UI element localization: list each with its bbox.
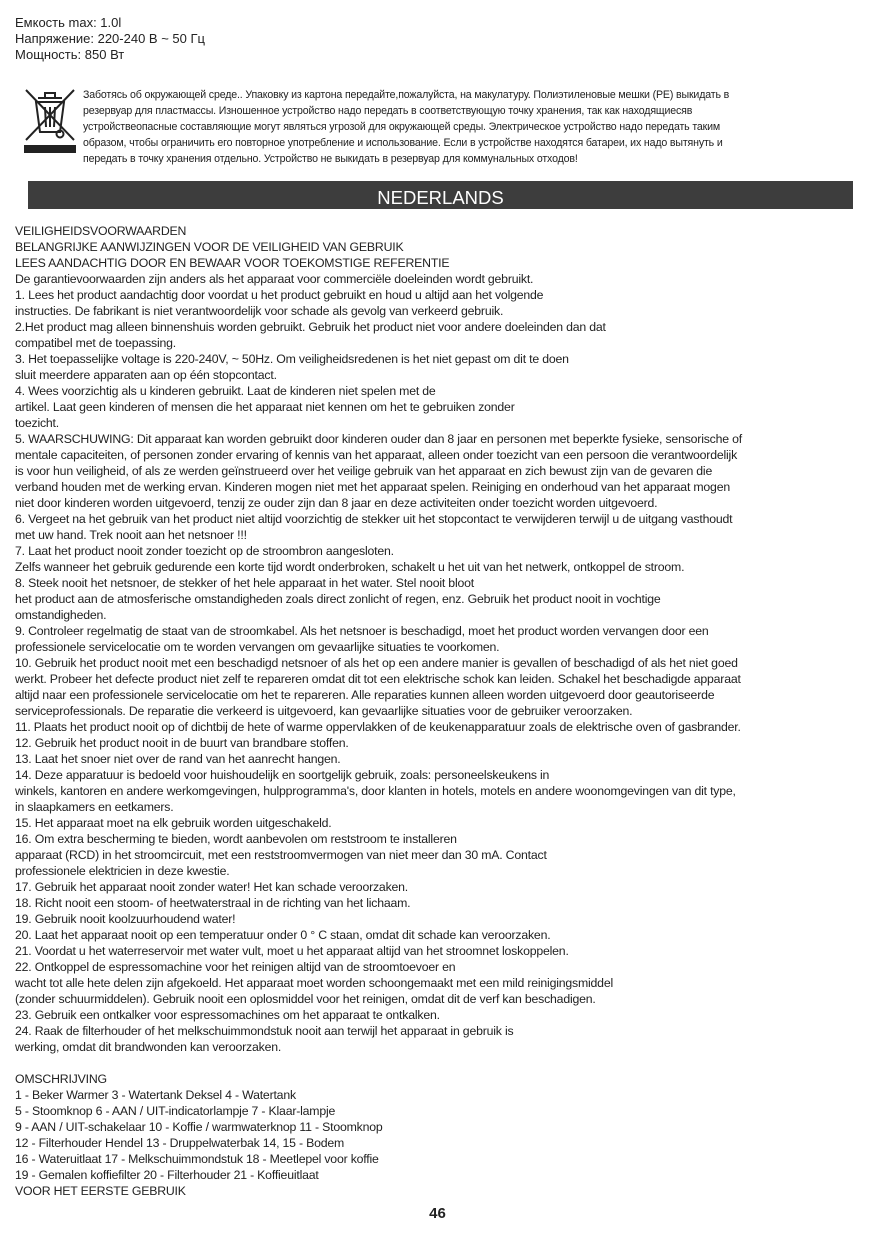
body-line: 12. Gebruik het product nooit in de buurt van brandbare stoffen. xyxy=(15,736,349,750)
environment-line: устройствеопасные составляющие могут являться угрозой для окружающей среды. Электрическое устройство надо передать таким xyxy=(83,121,721,133)
body-line: 9. Controleer regelmatig de staat van de stroomkabel. Als het netsnoer is beschadigd, moet het product worden vervangen door een xyxy=(15,624,709,638)
body-line: 18. Richt nooit een stoom- of heetwaterstraal in de richting van het lichaam. xyxy=(15,896,411,910)
body-line: apparaat (RCD) in het stroomcircuit, met een reststroomvermogen van niet meer dan 30 mA. Contact xyxy=(15,848,547,862)
body-line: 2.Het product mag alleen binnenshuis worden gebruikt. Gebruik het product niet voor andere doeleinden dan dat xyxy=(15,320,606,334)
body-line: 15. Het apparaat moet na elk gebruik worden uitgeschakeld. xyxy=(15,816,332,830)
body-line: 4. Wees voorzichtig als u kinderen gebruikt. Laat de kinderen niet spelen met de xyxy=(15,384,436,398)
body-line: 12 - Filterhouder Hendel 13 - Druppelwaterbak 14, 15 - Bodem xyxy=(15,1136,345,1150)
body-line: in slaapkamers en eetkamers. xyxy=(15,800,174,814)
spec-power: Мощность: 850 Вт xyxy=(15,47,125,62)
body-line: 19. Gebruik nooit koolzuurhoudend water! xyxy=(15,912,236,926)
body-line: niet door kinderen worden uitgevoerd, tenzij ze ouder zijn dan 8 jaar en deze activiteiten onder toezicht worden uitgevoerd. xyxy=(15,496,658,510)
body-line: 1. Lees het product aandachtig door voordat u het product gebruikt en houd u altijd aan het volgende xyxy=(15,288,544,302)
environment-text xyxy=(83,87,843,167)
page-number: 46 xyxy=(429,1205,446,1222)
environment-line: Заботясь об окружающей среде.. Упаковку из картона передайте,пожалуйста, на макулатуру. Полиэтиленовые мешки (PE) выкидать в xyxy=(83,89,730,101)
body-line: VEILIGHEIDSVOORWAARDEN xyxy=(15,224,187,238)
body-line: met uw hand. Trek nooit aan het netsnoer !!! xyxy=(15,528,247,542)
body-line: 21. Voordat u het waterreservoir met water vult, moet u het apparaat altijd van het stroomnet loskoppelen. xyxy=(15,944,569,958)
body-line: 5. WAARSCHUWING: Dit apparaat kan worden gebruikt door kinderen ouder dan 8 jaar en personen met beperkte fysieke, sensorische of xyxy=(15,432,742,446)
safety-instructions xyxy=(15,223,860,1199)
body-line: serviceprofessionals. De reparatie die verkeerd is uitgevoerd, kan gevaarlijke situaties voor de gebruiker veroorzaken. xyxy=(15,704,633,718)
body-line: sluit meerdere apparaten aan op één stopcontact. xyxy=(15,368,277,382)
body-line: LEES AANDACHTIG DOOR EN BEWAAR VOOR TOEKOMSTIGE REFERENTIE xyxy=(15,256,450,270)
body-line: VOOR HET EERSTE GEBRUIK xyxy=(15,1184,186,1198)
body-line: 10. Gebruik het product nooit met een beschadigd netsnoer of als het op een andere manier is gevallen of beschadigd of als het niet goed xyxy=(15,656,738,670)
body-line: 1 - Beker Warmer 3 - Watertank Deksel 4 - Watertank xyxy=(15,1088,296,1102)
body-line: OMSCHRIJVING xyxy=(15,1072,107,1086)
body-line: instructies. De fabrikant is niet verantwoordelijk voor schade als gevolg van verkeerd gebruik. xyxy=(15,304,504,318)
spec-voltage: Напряжение: 220-240 В ~ 50 Гц xyxy=(15,31,205,46)
body-line: 14. Deze apparatuur is bedoeld voor huishoudelijk en soortgelijk gebruik, zoals: personeelskeukens in xyxy=(15,768,550,782)
environment-line: резервуар для пластмассы. Изношенное устройство надо передать в соответствующую точку хранения, так как находящиесяв xyxy=(83,105,693,117)
spec-capacity: Емкость max: 1.0l xyxy=(15,15,122,30)
body-line: werkt. Probeer het defecte product niet zelf te repareren omdat dit tot een elektrische schok kan leiden. Schakel het beschadigde apparaat xyxy=(15,672,741,686)
body-line: 19 - Gemalen koffiefilter 20 - Filterhouder 21 - Koffieuitlaat xyxy=(15,1168,319,1182)
body-line: omstandigheden. xyxy=(15,608,107,622)
body-line: 16. Om extra bescherming te bieden, wordt aanbevolen om reststroom te installeren xyxy=(15,832,457,846)
body-line: 16 - Wateruitlaat 17 - Melkschuimmondstuk 18 - Meetlepel voor koffie xyxy=(15,1152,379,1166)
body-line: toezicht. xyxy=(15,416,59,430)
body-line: compatibel met de toepassing. xyxy=(15,336,176,350)
body-line: 13. Laat het snoer niet over de rand van het aanrecht hangen. xyxy=(15,752,341,766)
body-line: 24. Raak de filterhouder of het melkschuimmondstuk nooit aan terwijl het apparaat in gebruik is xyxy=(15,1024,514,1038)
body-line: wacht tot alle hete delen zijn afgekoeld. Het apparaat moet worden schoongemaakt met een mild reinigingsmiddel xyxy=(15,976,613,990)
body-line: altijd naar een professionele servicelocatie om het te repareren. Alle reparaties kunnen alleen worden uitgevoerd door geautoriseerde xyxy=(15,688,715,702)
blank-line xyxy=(15,1055,860,1071)
body-line: professionele servicelocatie om te worden vervangen om gevaarlijke situaties te voorkomen. xyxy=(15,640,500,654)
body-line: 17. Gebruik het apparaat nooit zonder water! Het kan schade veroorzaken. xyxy=(15,880,409,894)
crossed-out-wheelie-bin-icon xyxy=(22,88,78,154)
body-line: is voor hun veiligheid, of als ze werden geïnstrueerd over het veilige gebruik van het apparaat en zich bewust zijn van de gevaren die xyxy=(15,464,713,478)
body-line: 22. Ontkoppel de espressomachine voor het reinigen altijd van de stroomtoevoer en xyxy=(15,960,456,974)
body-line: Zelfs wanneer het gebruik gedurende een korte tijd wordt onderbroken, schakelt u het uit van het netwerk, ontkoppel de stroom. xyxy=(15,560,685,574)
environment-line: образом, чтобы ограничить его повторное употребление и использование. Если в устройстве находятся батареи, их надо вытянуть и xyxy=(83,137,723,149)
body-line: 9 - AAN / UIT-schakelaar 10 - Koffie / warmwaterknop 11 - Stoomknop xyxy=(15,1120,383,1134)
body-line: 6. Vergeet na het gebruik van het product niet altijd voorzichtig de stekker uit het stopcontact te verwijderen terwijl u de uitgang vasthoudt xyxy=(15,512,733,526)
body-line: BELANGRIJKE AANWIJZINGEN VOOR DE VEILIGHEID VAN GEBRUIK xyxy=(15,240,404,254)
body-line: 5 - Stoomknop 6 - AAN / UIT-indicatorlampje 7 - Klaar-lampje xyxy=(15,1104,336,1118)
body-line: het product aan de atmosferische omstandigheden zoals direct zonlicht of regen, enz. Gebruik het product nooit in vochtige xyxy=(15,592,661,606)
body-line: 11. Plaats het product nooit op of dichtbij de hete of warme oppervlakken of de keukenapparatuur zoals de elektrische oven of gasbrander. xyxy=(15,720,741,734)
body-line: 23. Gebruik een ontkalker voor espressomachines om het apparaat te ontkalken. xyxy=(15,1008,440,1022)
body-line: (zonder schuurmiddelen). Gebruik nooit een oplosmiddel voor het reinigen, omdat dit de verf kan beschadigen. xyxy=(15,992,596,1006)
body-line: artikel. Laat geen kinderen of mensen die het apparaat niet kennen om het te gebruiken zonder xyxy=(15,400,515,414)
environment-line: передать в точку хранения отдельно. Устройство не выкидать в резервуар для коммунальных отходов! xyxy=(83,153,578,165)
section-banner: NEDERLANDS xyxy=(28,181,853,209)
body-line: 7. Laat het product nooit zonder toezicht op de stroombron aangesloten. xyxy=(15,544,394,558)
body-line: verband houden met de werking ervan. Kinderen mogen niet met het apparaat spelen. Reiniging en onderhoud van het apparaat mogen xyxy=(15,480,730,494)
body-line: 20. Laat het apparaat nooit op een temperatuur onder 0 ° C staan, omdat dit schade kan veroorzaken. xyxy=(15,928,551,942)
body-line: De garantievoorwaarden zijn anders als het apparaat voor commerciële doeleinden wordt gebruikt. xyxy=(15,272,534,286)
body-line: winkels, kantoren en andere werkomgevingen, hulpprogramma's, door klanten in hotels, motels en andere woonomgevingen van dit type, xyxy=(15,784,736,798)
specifications xyxy=(15,15,205,63)
body-line: mentale capaciteiten, of personen zonder ervaring of kennis van het apparaat, alleen onder toezicht van een persoon die verantwoordelijk xyxy=(15,448,738,462)
body-line: professionele elektricien in deze kwestie. xyxy=(15,864,230,878)
body-line: 8. Steek nooit het netsnoer, de stekker of het hele apparaat in het water. Stel nooit bloot xyxy=(15,576,474,590)
body-line: werking, omdat dit brandwonden kan veroorzaken. xyxy=(15,1040,282,1054)
body-line: 3. Het toepasselijke voltage is 220-240V, ~ 50Hz. Om veiligheidsredenen is het niet gepast om dit te doen xyxy=(15,352,569,366)
